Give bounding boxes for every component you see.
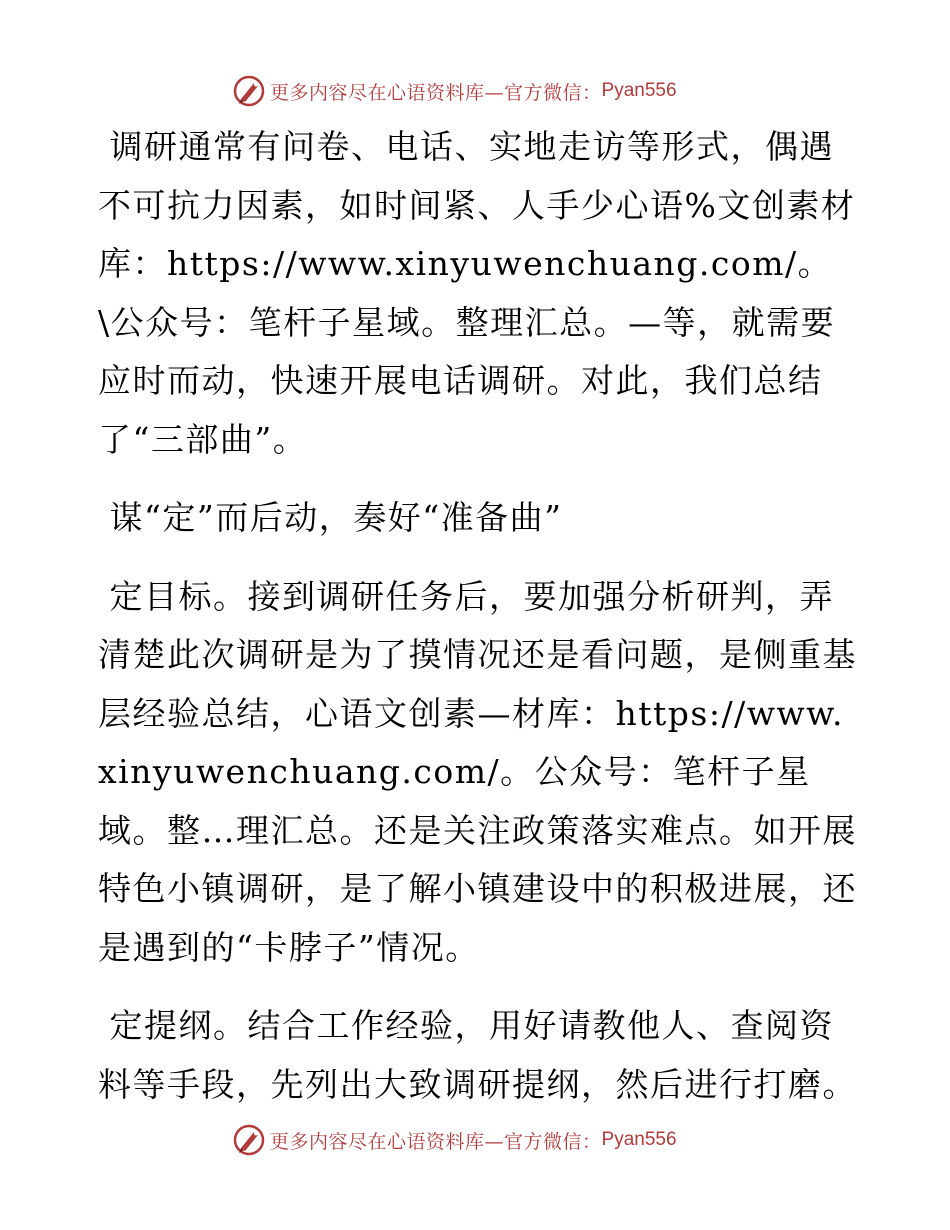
header-banner: [232, 72, 677, 110]
footer-wechat-id: Pyan556: [601, 1129, 677, 1150]
section-heading: 谋“定”而后动，奏好“准备曲”: [109, 498, 563, 537]
article-body: [98, 118, 858, 1134]
paragraph-intro: 调研通常有问卷、电话、实地走访等形式，偶遇不可抗力因素，如时间紧、人手少心语%文创素材库：https://www.xinyuwenchuang.com/。\公众号：笔杆子星域。整理汇总。—等，就需要应时而动，快速开展电话调研。对此，我们总结了“三部曲”。: [98, 127, 856, 459]
header-banner-text: 更多内容尽在心语资料库—官方微信：: [270, 81, 602, 104]
footer-banner: [232, 1121, 677, 1159]
pen-logo-icon: [232, 74, 266, 108]
header-wechat-id: Pyan556: [601, 80, 677, 101]
paragraph-define-outline: 定提纲。结合工作经验，用好请教他人、查阅资料等手段，先列出大致调研提纲，然后进行打磨。: [98, 1006, 857, 1104]
paragraph-define-goal: 定目标。接到调研任务后，要加强分析研判，弄清楚此次调研是为了摸情况还是看问题，是侧重基层经验总结，心语文创素—材库：https://www.xinyuwenchuang.com/。公众号：笔杆子星域。整…理汇总。还是关注政策落实难点。如开展特色小镇调研，是了解小镇建设中的积极进展，还是遇到的“卡脖子”情况。: [98, 576, 857, 967]
pen-logo-icon: [232, 1123, 266, 1157]
footer-banner-text: 更多内容尽在心语资料库—官方微信：: [270, 1130, 602, 1153]
